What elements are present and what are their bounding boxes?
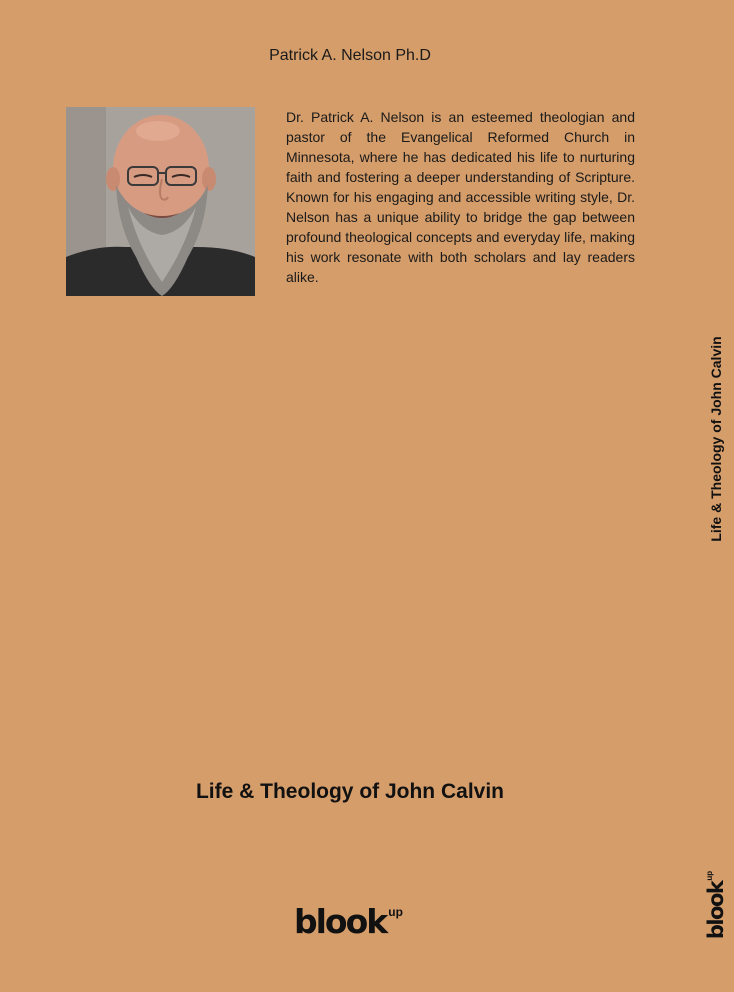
spine-logo-sup: up (705, 870, 714, 881)
author-bio: Dr. Patrick A. Nelson is an esteemed theologian and pastor of the Evangelical Reformed Church in Minnesota, where he has dedicated his life to nurturing faith and fostering a deeper understanding of Scripture. Known for his engaging and accessible writing style, Dr. Nelson has a unique ability to bridge the gap between profound theological concepts and everyday life, making his work resonate with both scholars and lay readers alike. (286, 109, 635, 285)
spine-publisher-logo (704, 872, 728, 938)
publisher-logo-word: blook (294, 902, 387, 941)
book-title: Life & Theology of John Calvin (195, 780, 504, 803)
author-name: Patrick A. Nelson Ph.D (269, 47, 431, 64)
publisher-logo-sup: up (388, 905, 403, 919)
spine-title: Life & Theology of John Calvin (708, 336, 724, 542)
spine-logo-word: blook (704, 881, 728, 940)
spine (706, 316, 726, 562)
publisher-logo (294, 902, 403, 941)
author-photo (66, 107, 255, 296)
